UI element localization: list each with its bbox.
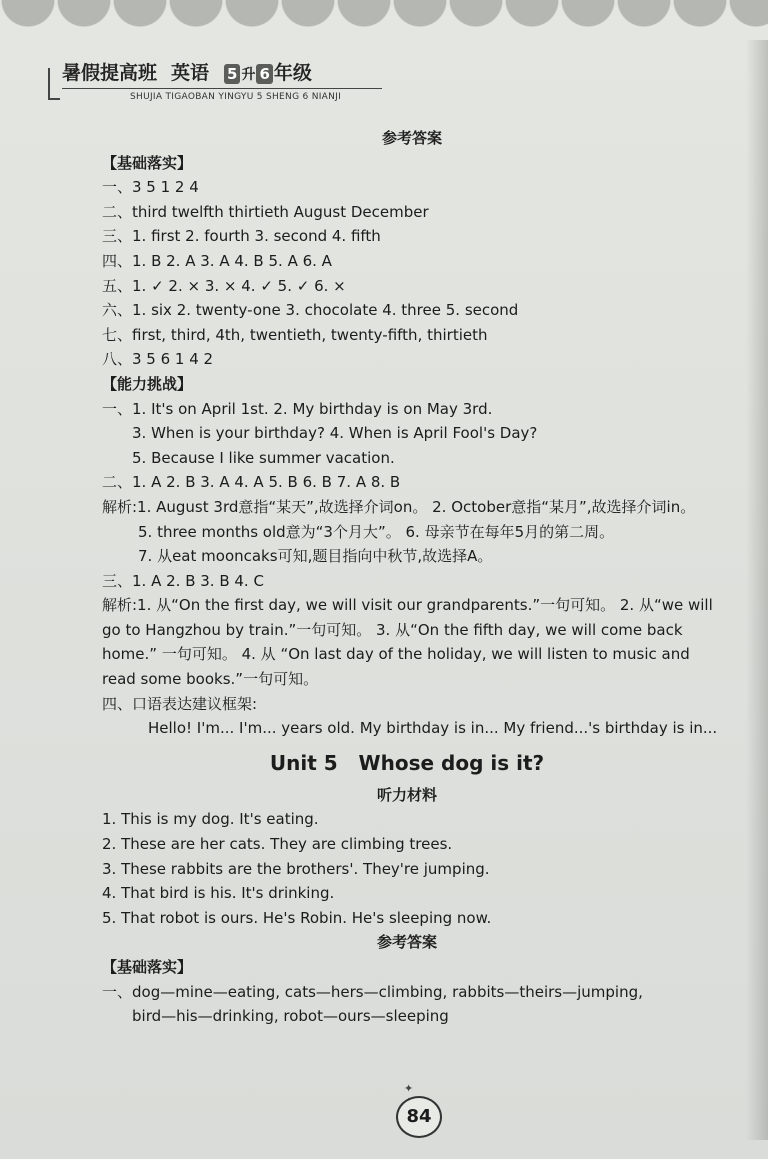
listening-line-1: 1. This is my dog. It's eating. [102, 810, 319, 829]
basic-heading: 【基础落实】 [102, 153, 193, 172]
ability-line-1c: 5. Because I like summer vacation. [132, 448, 395, 467]
ability-line-3: 三、1. A 2. B 3. B 4. C [102, 571, 264, 590]
unit-basic-heading: 【基础落实】 [102, 958, 193, 976]
ability-heading: 【能力挑战】 [102, 374, 193, 393]
answers-title: 参考答案 [381, 129, 442, 147]
oral-heading: 四、口语表达建议框架: [102, 694, 258, 713]
header-rule [62, 88, 382, 89]
page-number: 84 [396, 1096, 442, 1138]
ability-line-1: 一、1. It's on April 1st. 2. My birthday is on May 3rd. [102, 399, 493, 418]
analysis-line-3: 7. 从eat mooncaks可知,题目指向中秋节,故选择A。 [138, 547, 493, 566]
unit-basic-line-1: 一、dog—mine—eating, cats—hers—climbing, rabbits—theirs—jumping, [102, 982, 643, 1001]
basic-line-6: 六、1. six 2. twenty-one 3. chocolate 4. three 5. second [102, 301, 519, 320]
analysis2-line-1: 解析:1. 从“On the first day, we will visit our grandparents.”一句可知。 2. 从“we will [102, 596, 713, 615]
oral-framework: Hello! I'm... I'm... years old. My birthday is in... My friend...'s birthday is in... [148, 719, 718, 738]
page-number-decoration: ✦ [404, 1082, 417, 1095]
header-pinyin: SHUJIA TIGAOBAN YINGYU 5 SHENG 6 NIANJI [130, 92, 342, 102]
analysis-line-1: 解析:1. August 3rd意指“某天”,故选择介词on。 2. October意指“某月”,故选择介词in。 [102, 497, 696, 516]
ability-line-1b: 3. When is your birthday? 4. When is April Fool's Day? [132, 424, 538, 443]
analysis-line-2: 5. three months old意为“3个月大”。 6. 母亲节在每年5月的第二周。 [138, 522, 615, 541]
listening-title: 听力材料 [376, 785, 437, 804]
unit-answers-title: 参考答案 [376, 933, 437, 952]
basic-line-4: 四、1. B 2. A 3. A 4. B 5. A 6. A [102, 251, 332, 270]
unit-title: Unit 5 Whose dog is it? [269, 750, 545, 775]
subject-name: 英语 [171, 62, 210, 84]
listening-line-4: 4. That bird is his. It's drinking. [102, 884, 335, 903]
basic-line-5: 五、1. ✓ 2. × 3. × 4. ✓ 5. ✓ 6. × [102, 276, 346, 295]
listening-line-3: 3. These rabbits are the brothers'. They're jumping. [102, 859, 490, 878]
analysis2-line-2: go to Hangzhou by train.”一句可知。 3. 从“On the fifth day, we will come back [102, 620, 683, 639]
decorative-border [0, 0, 768, 46]
analysis2-line-4: read some books.”一句可知。 [102, 670, 319, 689]
analysis2-line-3: home.” 一句可知。 4. 从 “On last day of the holiday, we will listen to music and [102, 645, 690, 664]
basic-line-1: 一、3 5 1 2 4 [102, 178, 199, 197]
book-header [62, 58, 342, 102]
grade-to: 6 [256, 64, 272, 84]
page-edge-shadow [746, 40, 768, 1140]
basic-line-3: 三、1. first 2. fourth 3. second 4. fifth [102, 227, 381, 246]
basic-line-8: 八、3 5 6 1 4 2 [102, 350, 214, 369]
grade-suffix: 年级 [273, 62, 312, 84]
answer-content [102, 126, 742, 1029]
grade-from: 5 [224, 64, 240, 84]
header-bracket [48, 68, 60, 100]
basic-line-7: 七、first, third, 4th, twentieth, twenty-fifth, thirtieth [102, 325, 488, 344]
header-title [62, 58, 312, 85]
unit-basic-line-2: bird—his—drinking, robot—ours—sleeping [132, 1007, 449, 1026]
grade-mid: 升 [241, 67, 256, 83]
listening-line-5: 5. That robot is ours. He's Robin. He's sleeping now. [102, 908, 492, 927]
series-name: 暑假提高班 [62, 62, 158, 84]
ability-line-2: 二、1. A 2. B 3. A 4. A 5. B 6. B 7. A 8. B [102, 473, 401, 492]
listening-line-2: 2. These are her cats. They are climbing trees. [102, 835, 453, 854]
basic-line-2: 二、third twelfth thirtieth August December [102, 202, 429, 221]
